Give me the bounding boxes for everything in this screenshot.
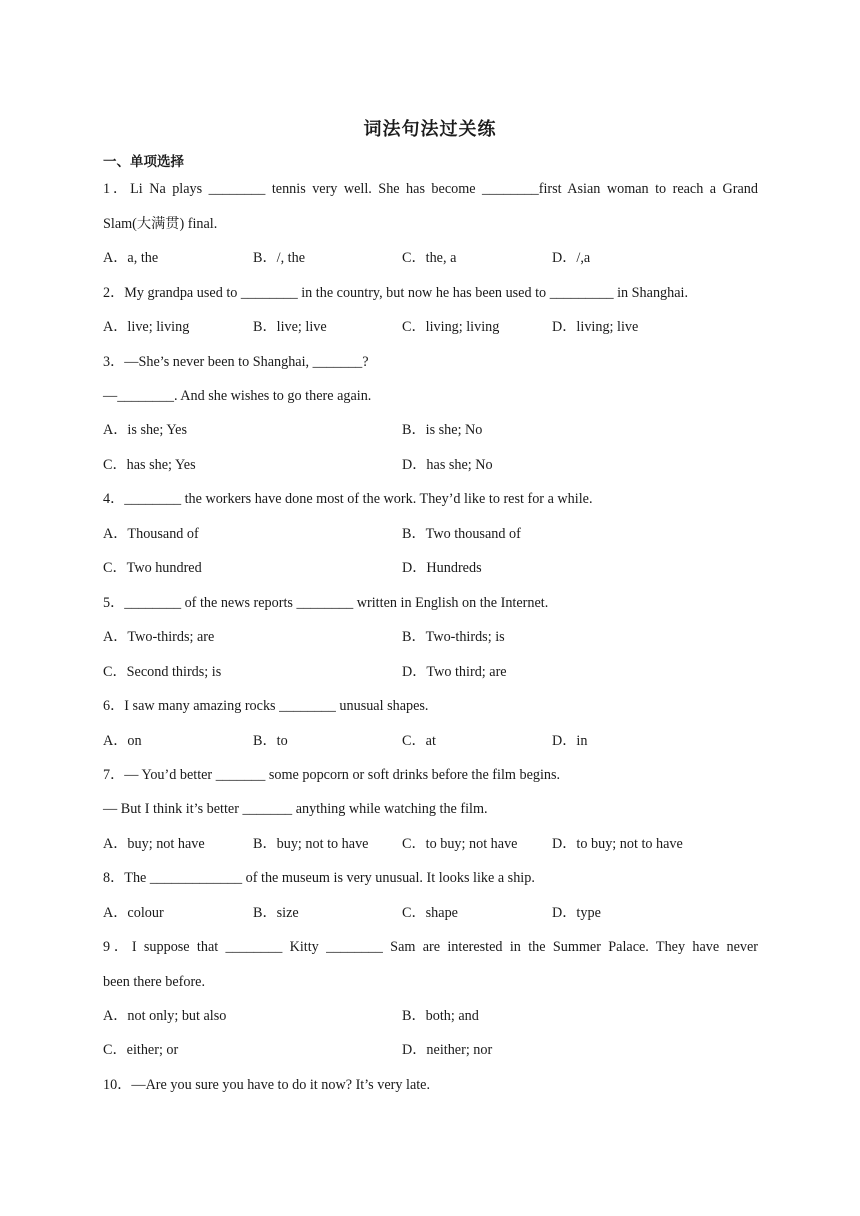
question-7-text-cont: — But I think it’s better _______ anything while watching the film. — [103, 801, 488, 817]
question-8-text: 8．The _____________ of the museum is very unusual. It looks like a ship. — [103, 870, 535, 886]
option-b[interactable]: B．live; live — [253, 319, 327, 335]
question-5-text: 5．________ of the news reports ________ written in English on the Internet. — [103, 595, 549, 611]
question-4-options-row2 — [103, 558, 803, 578]
question-7-options — [103, 834, 803, 854]
option-c[interactable]: C．either; or — [103, 1042, 179, 1058]
page-title: 词法句法过关练 — [363, 119, 497, 140]
option-b[interactable]: B．Two thousand of — [402, 526, 521, 542]
option-c[interactable]: C．living; living — [402, 319, 500, 335]
question-9-options-row2 — [103, 1040, 803, 1060]
question-7-text: 7．— You’d better _______ some popcorn or soft drinks before the film begins. — [103, 767, 561, 783]
option-d[interactable]: D．has she; No — [402, 457, 493, 473]
question-6-options — [103, 731, 803, 751]
option-b[interactable]: B．buy; not to have — [253, 836, 369, 852]
option-b[interactable]: B．Two-thirds; is — [402, 629, 505, 645]
option-c[interactable]: C．has she; Yes — [103, 457, 196, 473]
option-a[interactable]: A．colour — [103, 905, 164, 921]
option-c[interactable]: C．at — [402, 733, 436, 749]
option-c[interactable]: C．to buy; not have — [402, 836, 518, 852]
question-3-text: 3．—She’s never been to Shanghai, _______? — [103, 354, 369, 370]
option-b[interactable]: B．to — [253, 733, 288, 749]
option-d[interactable]: D．living; live — [552, 319, 639, 335]
question-9-options-row1 — [103, 1006, 803, 1026]
option-b[interactable]: B．both; and — [402, 1008, 479, 1024]
question-2-text: 2．My grandpa used to ________ in the country, but now he has been used to _________ in Shanghai. — [103, 285, 689, 301]
option-c[interactable]: C．Second thirds; is — [103, 664, 222, 680]
question-1-options — [103, 248, 803, 268]
question-3-options-row2 — [103, 455, 803, 475]
option-d[interactable]: D．neither; nor — [402, 1042, 493, 1058]
option-c[interactable]: C．shape — [402, 905, 458, 921]
option-b[interactable]: B．size — [253, 905, 299, 921]
option-d[interactable]: D．Two third; are — [402, 664, 507, 680]
section-heading: 一、单项选择 — [103, 154, 184, 170]
question-9-text: 9．I suppose that ________ Kitty ________ Sam are interested in the Summer Palace. They have never — [103, 939, 758, 955]
option-a[interactable]: A．not only; but also — [103, 1008, 227, 1024]
option-d[interactable]: D．Hundreds — [402, 560, 482, 576]
question-2-options — [103, 317, 803, 337]
option-a[interactable]: A．buy; not have — [103, 836, 205, 852]
option-a[interactable]: A．on — [103, 733, 142, 749]
question-4-text: 4．________ the workers have done most of the work. They’d like to rest for a while. — [103, 491, 593, 507]
option-d[interactable]: D．in — [552, 733, 588, 749]
question-9-text-cont: been there before. — [103, 974, 206, 990]
option-d[interactable]: D．type — [552, 905, 601, 921]
option-a[interactable]: A．Thousand of — [103, 526, 199, 542]
question-5-options-row1 — [103, 627, 803, 647]
option-a[interactable]: A．live; living — [103, 319, 190, 335]
question-3-options-row1 — [103, 420, 803, 440]
option-c[interactable]: C．the, a — [402, 250, 457, 266]
option-a[interactable]: A．a, the — [103, 250, 159, 266]
question-10-text: 10．—Are you sure you have to do it now? It’s very late. — [103, 1077, 431, 1093]
option-b[interactable]: B．is she; No — [402, 422, 483, 438]
question-4-options-row1 — [103, 524, 803, 544]
question-8-options — [103, 903, 803, 923]
option-a[interactable]: A．is she; Yes — [103, 422, 187, 438]
option-c[interactable]: C．Two hundred — [103, 560, 202, 576]
option-a[interactable]: A．Two-thirds; are — [103, 629, 215, 645]
question-3-text-cont: —________. And she wishes to go there again. — [103, 388, 372, 404]
option-d[interactable]: D．to buy; not to have — [552, 836, 683, 852]
question-6-text: 6．I saw many amazing rocks ________ unusual shapes. — [103, 698, 429, 714]
question-1-text: 1．Li Na plays ________ tennis very well. She has become ________first Asian woman to reach a Grand — [103, 181, 758, 197]
option-b[interactable]: B．/, the — [253, 250, 306, 266]
question-5-options-row2 — [103, 662, 803, 682]
question-1-text-cont: Slam(大满贯) final. — [103, 216, 218, 232]
option-d[interactable]: D．/,a — [552, 250, 591, 266]
